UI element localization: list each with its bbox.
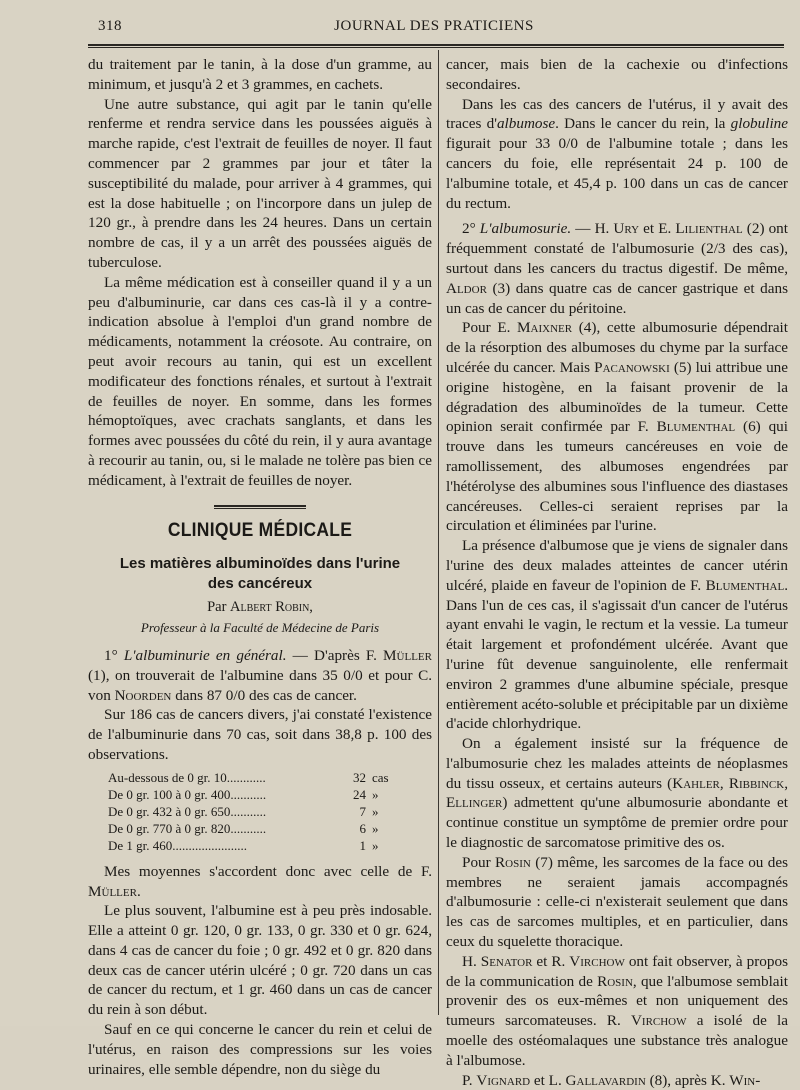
paragraph [446, 952, 788, 1071]
paragraph: cancer, mais bien de la cachexie ou d'infections secondaires. [446, 56, 788, 93]
text: (3) dans quatre cas de cancer gastrique et dans un cas de cancer du péritoine. [446, 279, 788, 317]
italic-term: globuline [730, 115, 788, 133]
unit-cell: » [372, 803, 379, 819]
table-row [108, 769, 402, 786]
count-cell: 1 [359, 837, 366, 853]
section-title: CLINIQUE MÉDICALE [167, 519, 353, 541]
author-name: Noorden [114, 686, 172, 704]
left-column [88, 55, 432, 1079]
author-name: Lilienthal [675, 220, 743, 238]
paragraph [446, 853, 788, 952]
author-name: Ury [613, 220, 640, 238]
text: dans 87 0/0 des cas de cancer. [171, 686, 357, 704]
paragraph [88, 646, 432, 705]
author-name: Kahler, Ribbinck, Ellinger [446, 774, 788, 812]
author-name: Virchow [630, 1012, 687, 1030]
author-name: Müller [88, 882, 137, 900]
unit-cell: » [372, 837, 379, 853]
paragraph: Une autre substance, qui agit par le tanin qu'elle renferme et rendra service dans les poussées aiguës à marche rapide, c'est l'extrait de feuilles de noyer. Il faut commencer par 2 grammes par jour et tâter la susceptibilité du malade, pour arriver à 4 grammes, qui est la dose habituelle ; on l'incorpore dans un julep de 120 gr., à prendre dans les 24 heures. Dans un certain nombre de cas, il y a un arrêt des poussées aiguës de tuberculose. [88, 95, 432, 271]
author-name: Pacanowski [594, 358, 670, 376]
article-title [88, 554, 432, 594]
text: (2) ont fréquemment constaté de l'albumosurie (2/3 des cas), surtout dans les cancers du tractus digestif. De même, [446, 220, 788, 277]
section-number: 2° [462, 220, 476, 238]
author-name: Virchow [569, 952, 625, 970]
text: H. [462, 952, 481, 970]
author-name: Blumenthal [705, 576, 785, 594]
subsection-heading: L'albumosurie. [479, 220, 572, 238]
text: Dans les cas des cancers de l'utérus, il y avait des traces d' [446, 95, 788, 133]
range-cell: De 1 gr. 460....................... [108, 837, 248, 853]
author-name: Blumenthal [656, 418, 736, 436]
text: On a également insisté sur la fréquence de l'albumosurie chez les malades atteints de néoplasmes du tissu osseux, et certains auteurs ( [446, 735, 788, 792]
unit-cell: » [372, 786, 379, 802]
author-name: Vignard [476, 1071, 531, 1089]
article-title-line: Les matières albuminoïdes dans l'urine [119, 555, 401, 573]
paragraph [88, 862, 432, 902]
unit-cell: » [372, 820, 379, 836]
text: et R. [532, 952, 570, 970]
author-name: Gallavardin [565, 1071, 646, 1089]
text: Pour E. [462, 319, 518, 337]
author-name: Rosin [495, 853, 531, 871]
text: a isolé de la moelle des ostéomalaques une substance très analogue à l'albumose. [446, 1012, 788, 1069]
text: (7) même, les sarcomes de la face ou des membres ne seraient jamais accompagnés d'albumosurie : celle-ci n'existerait seulement que dans les cas de sarcomes multiples, et en particulier, dans ceux du squelette thoracique. [446, 853, 788, 951]
italic-term: albumose [496, 115, 556, 133]
author-affiliation: Professeur à la Faculté de Médecine de Paris [140, 620, 380, 636]
paragraph [446, 1071, 788, 1090]
paragraph [446, 219, 788, 318]
table-row [108, 786, 402, 803]
right-column [446, 55, 788, 1090]
albumin-stats-table [108, 769, 402, 854]
text: ont fait observer, à propos de la communication de [446, 952, 788, 990]
text: (6) qui trouve dans les tumeurs cancéreuses en voie de ramollissement, des albumoses engendrées par l'hétérolyse des albumines sous l'influence des diastases cancéreuses. Celles-ci seraient reprises par la circulation et éliminées par l'urine. [446, 418, 788, 535]
text: , que l'albumose semblait provenir des os eux-mêmes et non uniquement des tumeurs sarcomateuses. R. [446, 972, 788, 1030]
range-cell: De 0 gr. 100 à 0 gr. 400........... [108, 786, 267, 802]
text: . [136, 882, 141, 900]
section-rule [214, 505, 306, 509]
range-cell: Au-dessous de 0 gr. 10............ [108, 769, 266, 785]
text: Mes moyennes s'accordent donc avec celle de F. [104, 862, 432, 880]
running-title: JOURNAL DES PRATICIENS [334, 18, 534, 34]
text: ) admettent qu'une albumosurie abondante et continue constitue un symptôme de premier ordre pour le diagnostic de sarcomatose primitive des os. [446, 794, 788, 852]
header-rule [88, 44, 784, 48]
paragraph [446, 95, 788, 214]
paragraph [446, 734, 788, 853]
range-cell: De 0 gr. 432 à 0 gr. 650........... [108, 803, 267, 819]
count-cell: 7 [359, 803, 366, 819]
text: . Dans l'un de ces cas, il s'agissait d'un cancer de l'utérus ayant envahi le vagin, le rectum et la vessie. La tumeur était largement et profondément ulcérée. Avant que l'urine fût devenue sanguinolente, elle renfermait environ 2 grammes d'une albumine spéciale, presque entièrement acéto-soluble et précipitable par un dixième d'acide chlorhydrique. [446, 576, 788, 733]
text: et E. [639, 220, 676, 238]
paragraph: Sur 186 cas de cancers divers, j'ai constaté l'existence de l'albuminurie dans 70 cas, soit dans 38,8 p. 100 des observations. [88, 706, 432, 763]
text: figurait pour 33 0/0 de l'albumine totale ; dans les cancers du foie, elle représentait 24 p. 100 de l'albumine totale, et 45,4 p. 100 dans un cas de cancer du rectum. [446, 135, 788, 212]
table-row [108, 820, 402, 837]
paragraph: Le plus souvent, l'albumine est à peu près indosable. Elle a atteint 0 gr. 120, 0 gr. 133, 0 gr. 330 et 0 gr. 624, dans 4 cas de cancer du foie ; 0 gr. 492 et 0 gr. 820 dans deux cas de cancer utérin ulcéré ; 0 gr. 720 dans un cas de cancer du rectum, et 1 gr. 460 dans un cas de cancer du rein à son début. [88, 902, 432, 1019]
unit-cell: cas [372, 769, 389, 785]
author-name: Rosin [597, 972, 633, 990]
author-name: Senator [480, 952, 533, 970]
section-number: 1° [104, 646, 118, 664]
text: Pour [462, 853, 496, 871]
subsection-heading: L'albuminurie en général. [123, 646, 287, 664]
article-title-line: des cancéreux [207, 575, 313, 593]
text: et L. [530, 1071, 566, 1089]
paragraph: Sauf en ce qui concerne le cancer du rein et celui de l'utérus, en raison des compressions sur les voies urinaires, elle semble dépendre, non du siège du [88, 1021, 432, 1078]
table-row [108, 837, 402, 854]
text: (1), on trouverait de l'albumine dans 35 0/0 et pour C. von [88, 666, 432, 704]
page-number: 318 [98, 18, 122, 34]
page-header [98, 18, 770, 44]
text: — D'après F. [286, 646, 384, 664]
column-divider [438, 50, 439, 1015]
byline [88, 598, 432, 618]
text: (8), après K. [645, 1071, 730, 1089]
count-cell: 6 [359, 820, 366, 836]
author-name: Aldor [446, 279, 487, 297]
paragraph: du traitement par le tanin, à la dose d'un gramme, au minimum, et jusqu'à 2 et 3 grammes, en cachets. [88, 56, 432, 93]
range-cell: De 0 gr. 770 à 0 gr. 820........... [108, 820, 267, 836]
paragraph [446, 318, 788, 536]
author-name: Win- [729, 1071, 761, 1089]
text: . Dans le cancer du rein, la [555, 115, 731, 133]
table-row [108, 803, 402, 820]
author-name: Albert Robin, [230, 599, 313, 616]
byline-par: Par [207, 599, 227, 616]
paragraph: La même médication est à conseiller quand il y a un peu d'albuminurie, car dans ces cas-là il y a contre-indication absolue à l'emploi d'un grand nombre de médicaments, notamment la créosote. Au contraire, on peut avoir recours au tanin, qui est un excellent modificateur des fonctions rénales, et surtout à l'extrait de feuilles de noyer. En somme, dans les formes hémoptoïques, avec crachats sanglants, et dans les formes avec poussées du côté du rein, il y aura avantage à recourir au tanin, ou, si le malade ne tolère pas bien ce médicament, à l'extrait de feuilles de noyer. [88, 273, 432, 489]
text: — H. [571, 220, 614, 238]
author-name: Müller [383, 646, 432, 664]
text: (4), cette albumosurie dépendrait de la résorption des albumoses du chyme par la surface ulcérée du cancer. Mais [446, 319, 789, 376]
count-cell: 32 [353, 769, 366, 785]
paragraph [446, 536, 788, 734]
text: (5) lui attribue une origine histogène, en la faisant provenir de la dégradation des albuminoïdes de la tumeur. Cette opinion serait confirmée par F. [446, 358, 788, 436]
count-cell: 24 [353, 786, 366, 802]
text: La présence d'albumose que je viens de signaler dans l'urine des deux malades atteintes de cancer utérin ulcéré, plaide en faveur de l'opinion de F. [446, 537, 788, 594]
text: P. [462, 1071, 477, 1089]
author-name: Maixner [517, 319, 573, 337]
